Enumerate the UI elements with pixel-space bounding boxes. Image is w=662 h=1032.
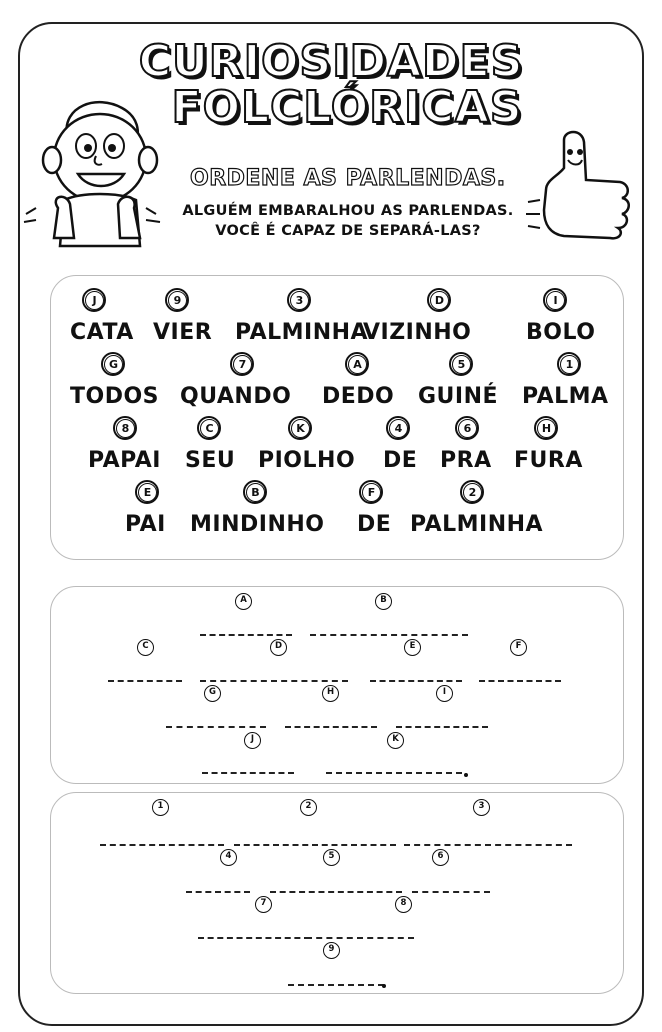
word-bank-word: BOLO <box>526 320 596 345</box>
word-bank-badge <box>427 288 451 312</box>
word-bank-badge <box>460 480 484 504</box>
word-bank-badge <box>101 352 125 376</box>
word-bank-word: FURA <box>514 448 583 473</box>
word-bank-badge-label: H <box>537 419 556 438</box>
word-bank-badge-label: 6 <box>458 419 477 438</box>
answer-blank[interactable] <box>100 844 224 846</box>
word-bank-badge-label: 2 <box>463 483 482 502</box>
numbers-answer-box <box>50 792 624 994</box>
word-bank-badge <box>543 288 567 312</box>
word-bank-badge-label: 7 <box>233 355 252 374</box>
answer-slot-badge: E <box>404 639 421 656</box>
answer-slot-badge: 1 <box>152 799 169 816</box>
word-bank-badge-label: 3 <box>290 291 309 310</box>
answer-blank[interactable] <box>198 937 310 939</box>
boy-mascot-icon <box>22 96 172 252</box>
word-bank-badge-label: D <box>430 291 449 310</box>
instruction-line-1: ALGUÉM EMBARALHOU AS PARLENDAS. <box>182 203 514 219</box>
answer-slot-badge: B <box>375 593 392 610</box>
word-bank-badge <box>455 416 479 440</box>
word-bank-badge <box>230 352 254 376</box>
answer-slot-badge: 7 <box>255 896 272 913</box>
answer-slot-badge: 4 <box>220 849 237 866</box>
answer-blank[interactable] <box>412 891 490 893</box>
word-bank-badge <box>287 288 311 312</box>
word-bank-word: DE <box>357 512 392 537</box>
word-bank-badge-label: 8 <box>116 419 135 438</box>
word-bank-word: DE <box>383 448 418 473</box>
word-bank-word: TODOS <box>70 384 160 409</box>
answer-blank[interactable] <box>288 984 384 986</box>
word-bank-badge-label: K <box>291 419 310 438</box>
word-bank-badge <box>165 288 189 312</box>
word-bank-badge <box>82 288 106 312</box>
answer-blank[interactable] <box>200 680 348 682</box>
answer-slot-badge: 3 <box>473 799 490 816</box>
answer-blank[interactable] <box>108 680 182 682</box>
word-bank-badge-label: 4 <box>389 419 408 438</box>
answer-slot-badge: J <box>244 732 261 749</box>
word-bank-badge-label: J <box>85 291 104 310</box>
instruction-line-2: VOCÊ É CAPAZ DE SEPARÁ-LAS? <box>215 223 481 239</box>
word-bank-word: CATA <box>70 320 134 345</box>
answer-slot-badge: D <box>270 639 287 656</box>
answer-blank[interactable] <box>285 726 377 728</box>
word-bank-badge <box>359 480 383 504</box>
answer-blank[interactable] <box>186 891 250 893</box>
answer-blank[interactable] <box>404 844 572 846</box>
word-bank-badge-label: E <box>138 483 157 502</box>
word-bank-badge <box>135 480 159 504</box>
word-bank-badge <box>449 352 473 376</box>
word-bank-word: GUINÉ <box>418 384 499 409</box>
answer-blank[interactable] <box>396 726 488 728</box>
word-bank-word: PAPAI <box>88 448 161 473</box>
word-bank-word: VIER <box>153 320 213 345</box>
word-bank-badge <box>386 416 410 440</box>
word-bank-word: PIOLHO <box>258 448 356 473</box>
word-bank-word: SEU <box>185 448 236 473</box>
answer-blank[interactable] <box>270 891 402 893</box>
answer-slot-badge: 2 <box>300 799 317 816</box>
answer-slot-badge: K <box>387 732 404 749</box>
answer-slot-badge: C <box>137 639 154 656</box>
answer-slot-badge: G <box>204 685 221 702</box>
answer-slot-badge: 8 <box>395 896 412 913</box>
subtitle: ORDENE AS PARLENDAS. <box>190 166 506 191</box>
word-bank-badge-label: I <box>546 291 565 310</box>
answer-blank[interactable] <box>306 937 414 939</box>
answer-blank[interactable] <box>479 680 561 682</box>
period-mark <box>382 984 386 988</box>
word-bank-word: PALMA <box>522 384 609 409</box>
answer-slot-badge: H <box>322 685 339 702</box>
word-bank-badge-label: 9 <box>168 291 187 310</box>
answer-slot-badge: 9 <box>323 942 340 959</box>
word-bank-word: MINDINHO <box>190 512 325 537</box>
answer-slot-badge: F <box>510 639 527 656</box>
word-bank-word: QUANDO <box>180 384 292 409</box>
answer-blank[interactable] <box>234 844 396 846</box>
answer-blank[interactable] <box>310 634 468 636</box>
word-bank-badge-label: C <box>200 419 219 438</box>
answer-slot-badge: 5 <box>323 849 340 866</box>
thumbs-up-icon <box>524 128 634 240</box>
title-line-2: FOLCLÓRICAS <box>171 82 523 133</box>
word-bank-badge-label: 5 <box>452 355 471 374</box>
word-bank-badge-label: F <box>362 483 381 502</box>
word-bank-word: PRA <box>440 448 492 473</box>
answer-blank[interactable] <box>370 680 462 682</box>
word-bank-word: PALMINHA <box>410 512 544 537</box>
answer-blank[interactable] <box>202 772 294 774</box>
period-mark <box>464 773 468 777</box>
answer-slot-badge: 6 <box>432 849 449 866</box>
word-bank-badge <box>288 416 312 440</box>
word-bank-badge <box>557 352 581 376</box>
letters-answer-box <box>50 586 624 784</box>
word-bank-badge-label: 1 <box>560 355 579 374</box>
instructions <box>168 201 528 241</box>
title-line-1: CURIOSIDADES <box>138 36 524 87</box>
answer-slot-badge: A <box>235 593 252 610</box>
word-bank-badge <box>345 352 369 376</box>
answer-slot-badge: I <box>436 685 453 702</box>
word-bank-badge <box>197 416 221 440</box>
word-bank-word: DEDO <box>322 384 395 409</box>
word-bank-badge <box>243 480 267 504</box>
answer-blank[interactable] <box>200 634 292 636</box>
word-bank-word: PAI <box>125 512 166 537</box>
answer-blank[interactable] <box>326 772 462 774</box>
word-bank-word: PALMINHA <box>235 320 369 345</box>
word-bank-word: VIZINHO <box>363 320 472 345</box>
word-bank-badge-label: G <box>104 355 123 374</box>
word-bank-badge-label: A <box>348 355 367 374</box>
word-bank-badge <box>534 416 558 440</box>
word-bank-badge <box>113 416 137 440</box>
word-bank-badge-label: B <box>246 483 265 502</box>
answer-blank[interactable] <box>166 726 266 728</box>
